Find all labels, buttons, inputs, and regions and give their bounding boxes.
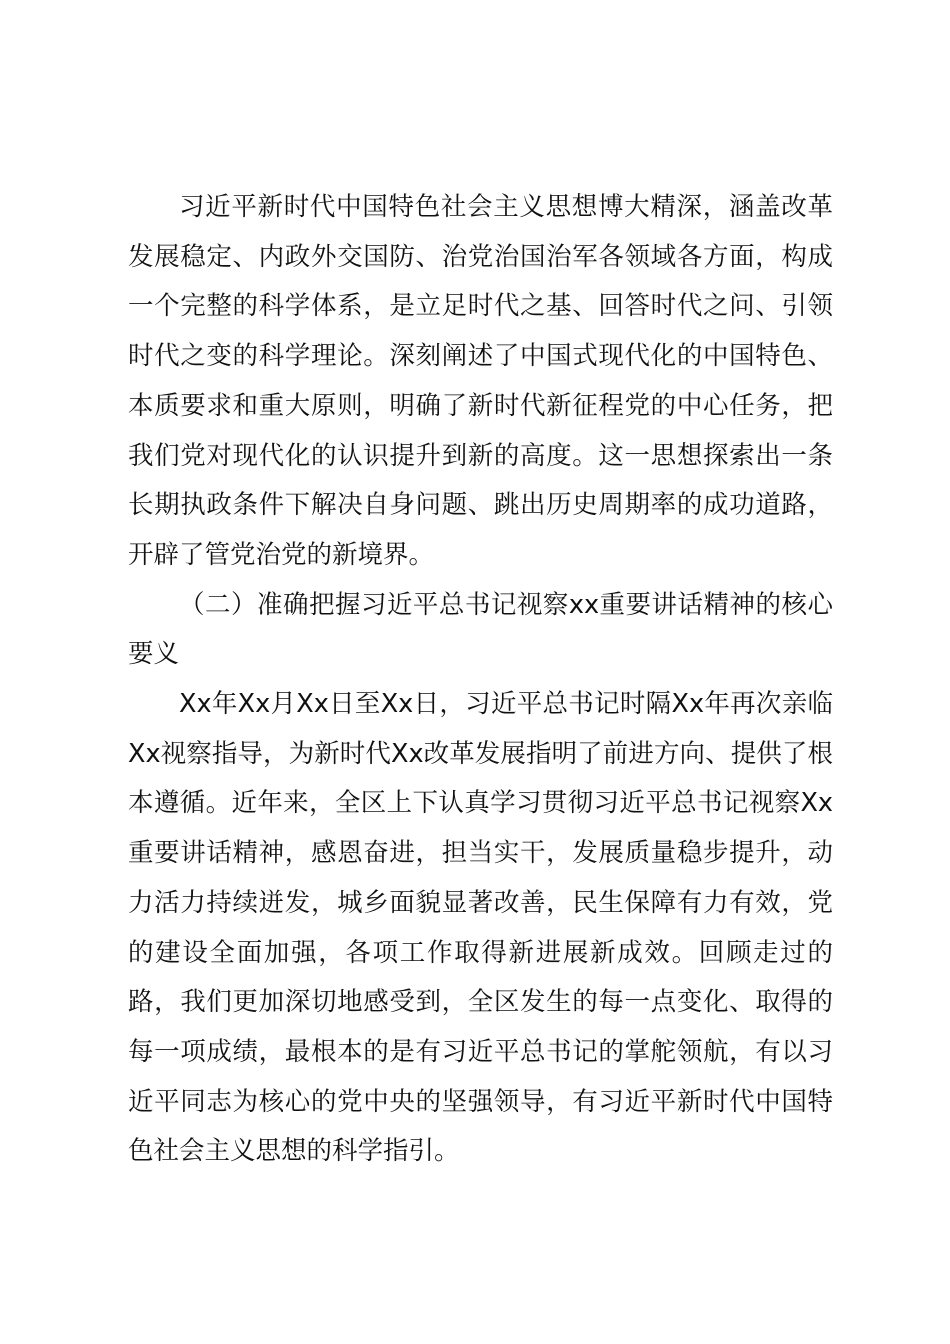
body-paragraph: 习近平新时代中国特色社会主义思想博大精深，涵盖改革发展稳定、内政外交国防、治党治国治军各领域各方面，构成一个完整的科学体系，是立足时代之基、回答时代之问、引领时代之变的科学理论。深刻阐述了中国式现代化的中国特色、本质要求和重大原则，明确了新时代新征程党的中心任务，把我们党对现代化的认识提升到新的高度。这一思想探索出一条长期执政条件下解决自身问题、跳出历史周期率的成功道路，开辟了管党治党的新境界。 — [128, 192, 833, 570]
body-paragraph: Xx年Xx月Xx日至Xx日，习近平总书记时隔Xx年再次亲临Xx视察指导，为新时代Xx改革发展指明了前进方向、提供了根本遵循。近年来，全区上下认真学习贯彻习近平总书记视察Xx重要讲话精神，感恩奋进，担当实干，发展质量稳步提升，动力活力持续迸发，城乡面貌显著改善，民生保障有力有效，党的建设全面加强，各项工作取得新进展新成效。回顾走过的路，我们更加深切地感受到，全区发生的每一点变化、取得的每一项成绩，最根本的是有习近平总书记的掌舵领航，有以习近平同志为核心的党中央的坚强领导，有习近平新时代中国特色社会主义思想的科学指引。 — [128, 689, 833, 1167]
section-heading: （二）准确把握习近平总书记视察xx重要讲话精神的核心要义 — [128, 589, 833, 670]
document-body — [128, 183, 833, 1177]
